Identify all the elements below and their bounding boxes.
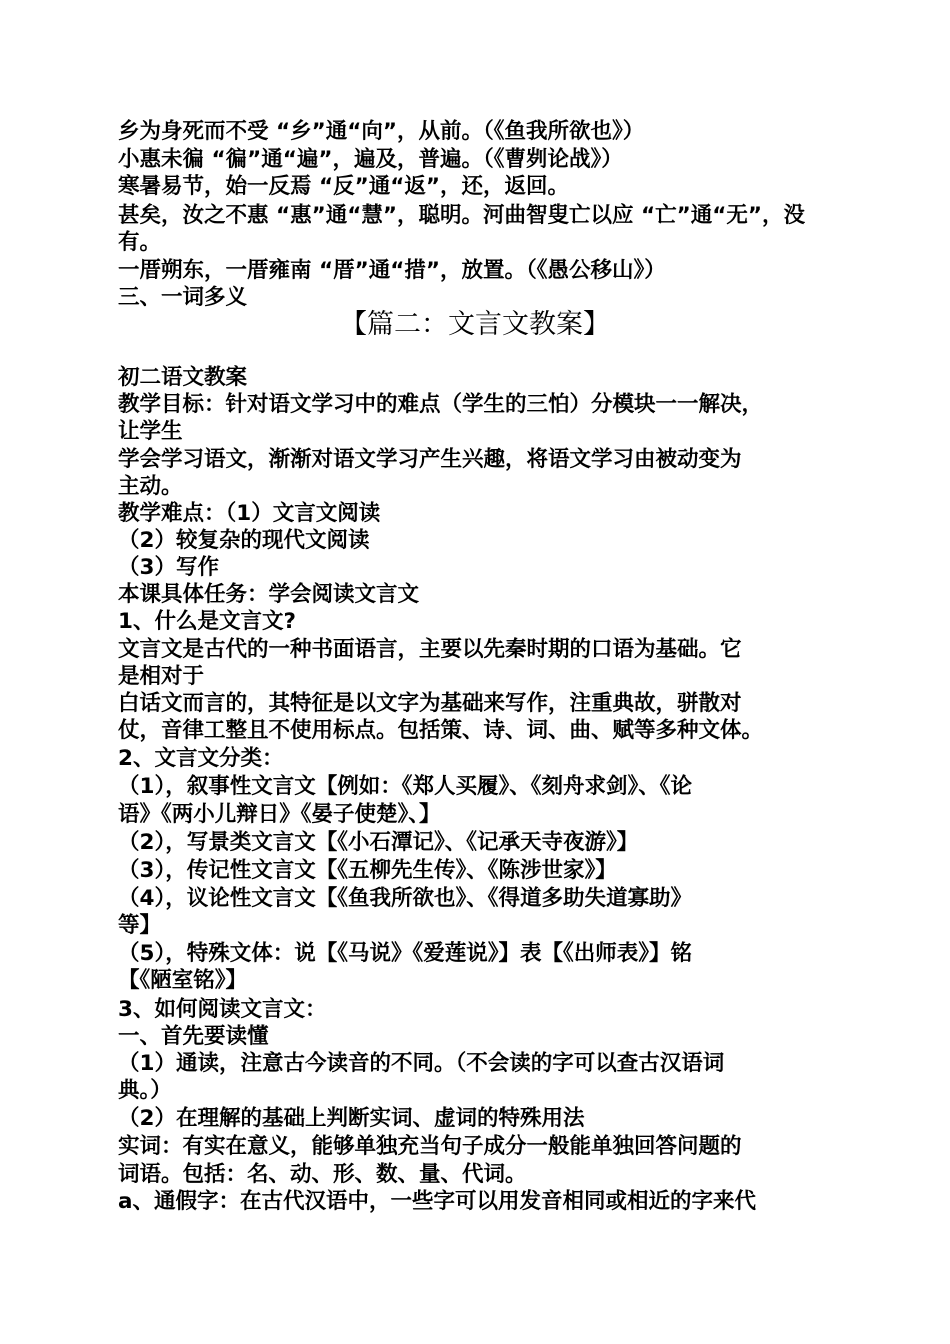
text-line: 一、首先要读懂	[118, 1024, 269, 1049]
text-line: 让学生	[118, 419, 183, 444]
text-line: 语》《两小儿辩日》《晏子使楚》、】	[118, 802, 441, 827]
text-line: 一厝朔东，一厝雍南 “厝”通“措”，放置。（《愚公移山》）	[118, 258, 666, 283]
text-line: 等】	[118, 913, 162, 938]
text-line: 乡为身死而不受 “乡”通“向”，从前。（《鱼我所欲也》）	[118, 119, 645, 144]
text-line: 初二语文教案	[118, 365, 248, 390]
text-line: （2）在理解的基础上判断实词、虚词的特殊用法	[118, 1106, 585, 1131]
text-line: 教学目标：针对语文学习中的难点（学生的三怕）分模块一一解决，	[118, 392, 764, 417]
text-line: （1）通读，注意古今读音的不同。（不会读的字可以查古汉语词	[118, 1051, 725, 1076]
text-line: 【《陋室铭》】	[118, 968, 248, 993]
text-line: 寒暑易节，始一反焉 “反”通“返”，还，返回。	[118, 174, 570, 199]
text-line: （1），叙事性文言文【例如：《郑人买履》、《刻舟求剑》、《论	[118, 774, 692, 799]
text-line: 2、文言文分类：	[118, 746, 284, 771]
text-line: 主动。	[118, 474, 183, 499]
text-line: 是相对于	[118, 664, 205, 689]
text-line: 仗，音律工整且不使用标点。包括策、诗、词、曲、赋等多种文体。	[118, 718, 764, 743]
section-title: 【篇二：文言文教案】	[340, 309, 610, 340]
text-line: 有。	[118, 230, 162, 255]
text-line: （5），特殊文体：说【《马说》《爱莲说》】表【《出师表》】铭	[118, 941, 692, 966]
text-line: 词语。包括：名、动、形、数、量、代词。	[118, 1162, 527, 1187]
text-line: 典。）	[118, 1078, 172, 1103]
text-line: 实词：有实在意义，能够单独充当句子成分一般能单独回答问题的	[118, 1134, 742, 1159]
text-line: 小惠未徧 “徧”通“遍”，遍及，普遍。（《曹刿论战》）	[118, 147, 623, 172]
text-line: （3），传记性文言文【《五柳先生传》、《陈涉世家》】	[118, 858, 617, 883]
text-line: 白话文而言的，其特征是以文字为基础来写作，注重典故，骈散对	[118, 691, 742, 716]
text-line: 甚矣，汝之不惠 “惠”通“慧”，聪明。河曲智叟亡以应 “亡”通“无”，没	[118, 203, 806, 228]
text-line: 3、如何阅读文言文：	[118, 997, 327, 1022]
text-line: 学会学习语文，渐渐对语文学习产生兴趣，将语文学习由被动变为	[118, 447, 742, 472]
text-line: 三、一词多义	[118, 285, 248, 310]
text-line: 文言文是古代的一种书面语言，主要以先秦时期的口语为基础。它	[118, 637, 742, 662]
text-line: （3）写作	[118, 555, 219, 580]
text-line: 教学难点：（1）文言文阅读	[118, 501, 381, 526]
text-line: 1、什么是文言文?	[118, 609, 296, 634]
text-line: （4），议论性文言文【《鱼我所欲也》、《得道多助失道寡助》	[118, 886, 692, 911]
text-line: （2），写景类文言文【《小石潭记》、《记承天寺夜游》】	[118, 830, 639, 855]
text-line: （2）较复杂的现代文阅读	[118, 528, 370, 553]
text-line: 本课具体任务：学会阅读文言文	[118, 582, 420, 607]
text-line: a、通假字：在古代汉语中，一些字可以用发音相同或相近的字来代	[118, 1189, 757, 1214]
